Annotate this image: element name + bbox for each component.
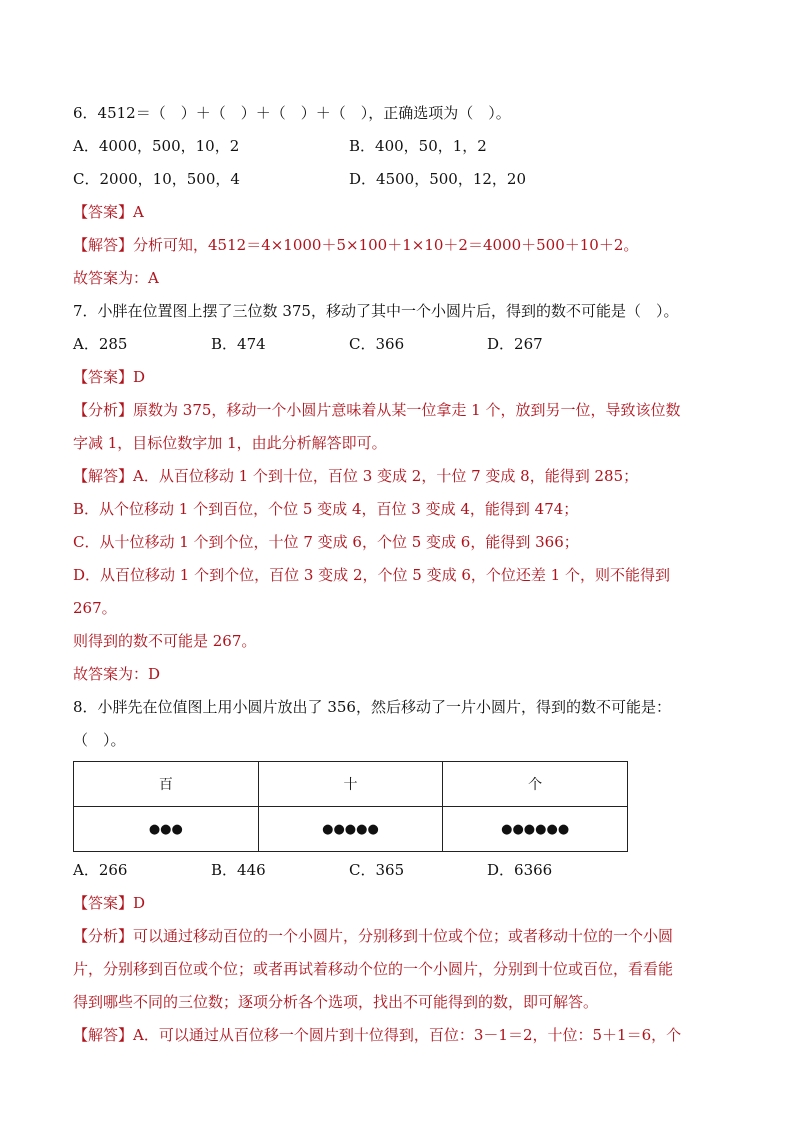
- analysis-tag: 【分析】: [73, 927, 134, 945]
- q7-conclusion: 故答案为：D: [73, 665, 161, 683]
- q7-option-b: B．474: [211, 335, 266, 353]
- place-value-dots-row: [74, 807, 628, 852]
- q8-explain-a: [73, 1019, 723, 1052]
- header-tens: 十: [258, 762, 443, 807]
- explain-tag: 【解答】: [73, 236, 134, 254]
- q6-options-row-2: [73, 163, 723, 196]
- analysis-text: 原数为 375，移动一个小圆片意味着从某一位拿走 1 个，放到另一位，导致该位数: [133, 401, 681, 419]
- dots-tens: ●●●●●: [258, 807, 443, 852]
- q7-options: [73, 328, 723, 361]
- q7-option-c: C．366: [349, 335, 405, 353]
- q8-stem-2: （ ）。: [73, 731, 126, 749]
- dots-hundreds: ●●●: [74, 807, 259, 852]
- q6-conclusion: 故答案为：A: [73, 269, 159, 287]
- q6-option-d: D．4500，500，12，20: [349, 170, 527, 188]
- q7-explain-d1: D．从百位移动 1 个到个位，百位 3 变成 2，个位 5 变成 6，个位还差 1 个，则不能得到: [73, 566, 670, 584]
- q7-option-a: A．285: [73, 335, 128, 353]
- q8-stem-1: 8．小胖先在位值图上用小圆片放出了 356，然后移动了一片小圆片，得到的数不可能是：: [73, 698, 671, 716]
- q8-analysis-1: [73, 920, 723, 953]
- q7-answer: [73, 361, 723, 394]
- q6-options-row-1: [73, 130, 723, 163]
- q7-summary: 则得到的数不可能是 267。: [73, 632, 257, 650]
- q8-option-a: A．266: [73, 861, 128, 879]
- answer-value: A: [133, 203, 144, 221]
- q7-analysis-2: 字减 1，目标位数字加 1，由此分析解答即可。: [73, 434, 387, 452]
- explain-tag: 【解答】: [73, 1026, 134, 1044]
- q8-analysis-3: 得到哪些不同的三位数；逐项分析各个选项，找出不可能得到的数，即可解答。: [73, 993, 599, 1011]
- explain-text: A．可以通过从百位移一个圆片到十位得到，百位：3－1＝2，十位：5＋1＝6，个: [133, 1026, 682, 1044]
- dots-ones: ●●●●●●: [443, 807, 628, 852]
- q7-explain-c: C．从十位移动 1 个到个位，十位 7 变成 6，个位 5 变成 6，能得到 366；: [73, 533, 579, 551]
- answer-value: D: [133, 894, 146, 912]
- q6-option-c: C．2000，10，500，4: [73, 170, 240, 188]
- q8-answer: [73, 887, 723, 920]
- q6-explain: [73, 229, 723, 262]
- q7-explain-d2: 267。: [73, 599, 117, 617]
- q6-option-b: B．400，50，1，2: [349, 137, 487, 155]
- q8-analysis-2: 片，分别移到百位或个位；或者再试着移动个位的一个小圆片，分别到十位或百位，看看能: [73, 960, 674, 978]
- answer-tag: 【答案】: [73, 368, 134, 386]
- q6-answer: [73, 196, 723, 229]
- q7-analysis-1: [73, 394, 723, 427]
- document-page: [73, 97, 723, 1052]
- place-value-table: [73, 761, 628, 852]
- q8-options: [73, 854, 723, 887]
- q6-stem: 6．4512＝（ ）＋（ ）＋（ ）＋（ ），正确选项为（ ）。: [73, 104, 511, 122]
- answer-tag: 【答案】: [73, 894, 134, 912]
- explain-text: A．从百位移动 1 个到十位，百位 3 变成 2，十位 7 变成 8，能得到 285；: [133, 467, 639, 485]
- q7-explain-b: B．从个位移动 1 个到百位，个位 5 变成 4，百位 3 变成 4，能得到 474；: [73, 500, 579, 518]
- q8-option-d: D．6366: [487, 861, 553, 879]
- place-value-header-row: [74, 762, 628, 807]
- q7-stem: 7．小胖在位置图上摆了三位数 375，移动了其中一个小圆片后，得到的数不可能是（ ）。: [73, 302, 679, 320]
- q7-explain-a: [73, 460, 723, 493]
- q7-option-d: D．267: [487, 335, 543, 353]
- explain-tag: 【解答】: [73, 467, 134, 485]
- header-ones: 个: [443, 762, 628, 807]
- q8-option-b: B．446: [211, 861, 266, 879]
- explain-text: 分析可知，4512＝4×1000＋5×100＋1×10＋2＝4000＋500＋10＋2。: [133, 236, 639, 254]
- answer-value: D: [133, 368, 146, 386]
- analysis-text: 可以通过移动百位的一个小圆片，分别移到十位或个位；或者移动十位的一个小圆: [133, 927, 674, 945]
- answer-tag: 【答案】: [73, 203, 134, 221]
- analysis-tag: 【分析】: [73, 401, 134, 419]
- header-hundreds: 百: [74, 762, 259, 807]
- q6-option-a: A．4000，500，10，2: [73, 137, 240, 155]
- q8-option-c: C．365: [349, 861, 405, 879]
